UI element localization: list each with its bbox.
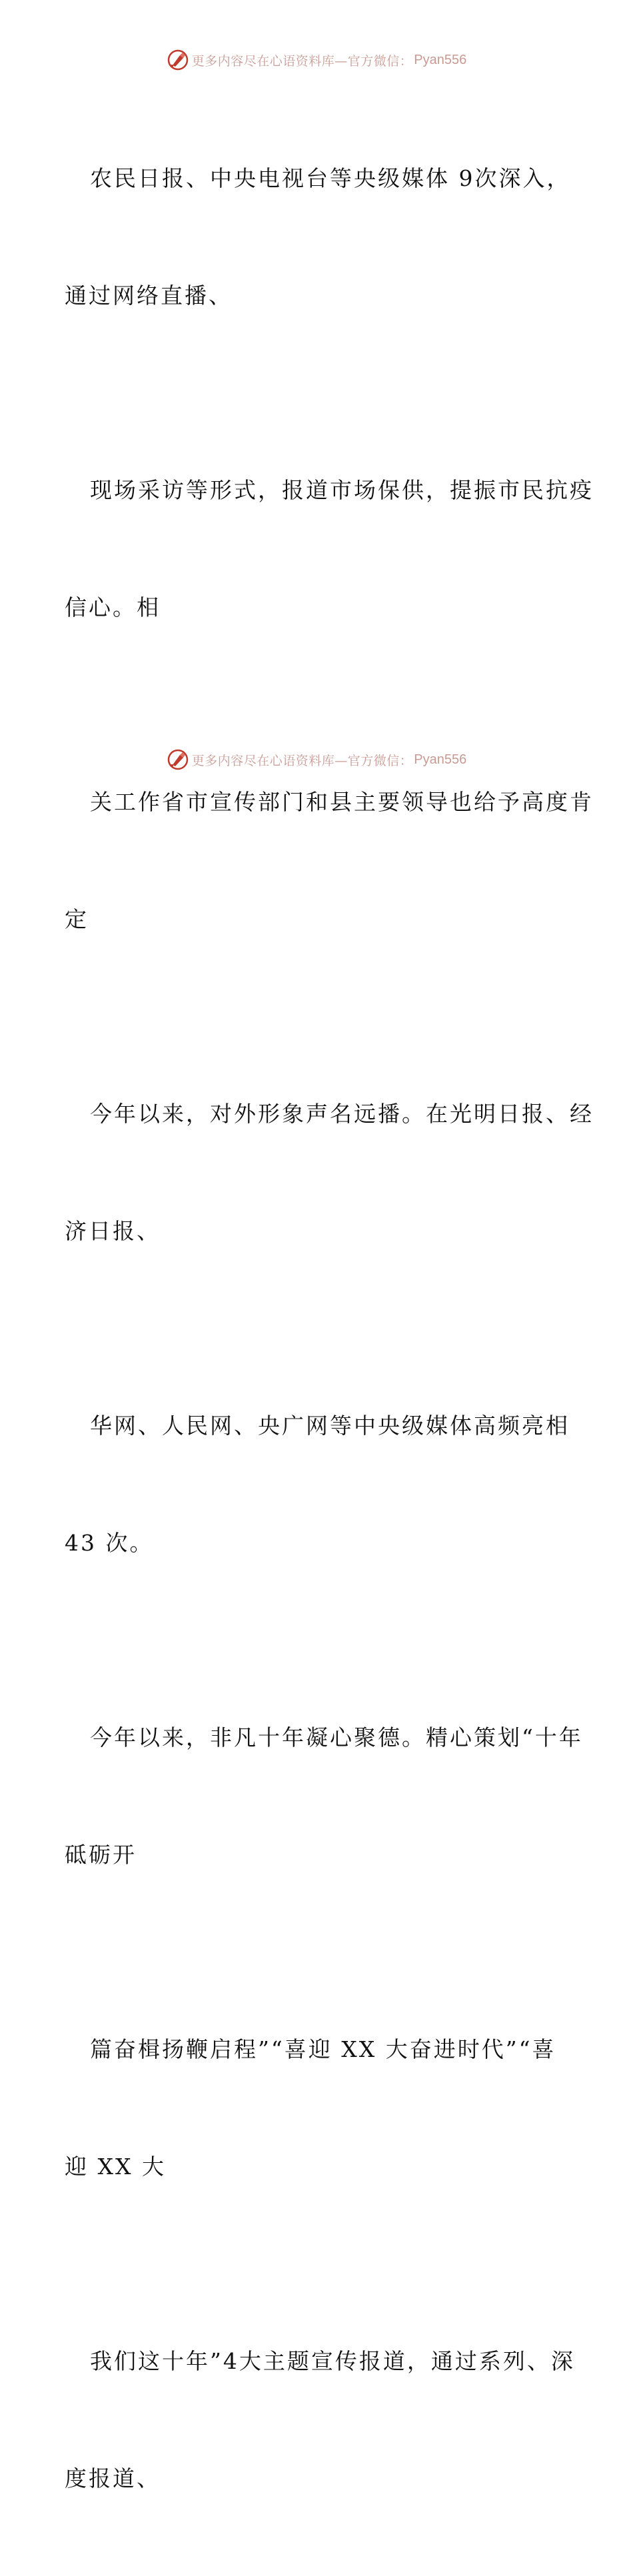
paragraph-line: 我们这十年”4大主题宣传报道，通过系列、深 [90, 2348, 575, 2374]
watermark-handle: Pyan556 [414, 52, 467, 67]
paragraph-8 [65, 2264, 575, 2576]
paragraph-line: 砥砺开 [65, 1841, 137, 1868]
paragraph-line: 篇奋楫扬鞭启程”“喜迎 XX 大奋进时代”“喜 [90, 2036, 556, 2062]
watermark-handle: Pyan556 [414, 752, 467, 767]
document-body [65, 81, 594, 2576]
watermark-text: 更多内容尽在心语资料库—官方微信： [191, 53, 413, 69]
paragraph-2 [65, 393, 594, 705]
paragraph-line: 通过网络直播、 [65, 282, 233, 309]
paragraph-line: 今年以来，对外形象声名远播。在光明日报、经 [90, 1101, 594, 1127]
paragraph-line: 信心。相 [65, 594, 161, 620]
paragraph-7 [65, 1952, 571, 2264]
paragraph-line: 今年以来，非凡十年凝心聚德。精心策划“十年 [90, 1724, 583, 1750]
pen-nib-logo-icon [167, 49, 189, 71]
paragraph-line: 43 次。 [65, 1529, 154, 1556]
paragraph-line: 华网、人民网、央广网等中央级媒体高频亮相 [90, 1413, 570, 1439]
footer-watermark [0, 746, 633, 773]
paragraph-line: 农民日报、中央电视台等央级媒体 9次深入， [90, 165, 571, 191]
paragraph-4 [65, 1017, 594, 1329]
paragraph-line: 迎 XX 大 [65, 2153, 166, 2180]
paragraph-6 [65, 1640, 583, 1952]
paragraph-1 [65, 81, 571, 393]
watermark-text: 更多内容尽在心语资料库—官方微信： [191, 753, 413, 768]
paragraph-line: 关工作省市宣传部门和县主要领导也给予高度肯 [90, 789, 594, 815]
paragraph-5 [65, 1329, 571, 1640]
paragraph-line: 度报道、 [65, 2465, 161, 2491]
paragraph-line: 现场采访等形式，报道市场保供，提振市民抗疫 [90, 477, 594, 503]
paragraph-line: 定 [65, 906, 89, 932]
pen-nib-logo-icon [167, 748, 189, 771]
header-watermark [0, 47, 633, 73]
paragraph-line: 济日报、 [65, 1217, 161, 1244]
